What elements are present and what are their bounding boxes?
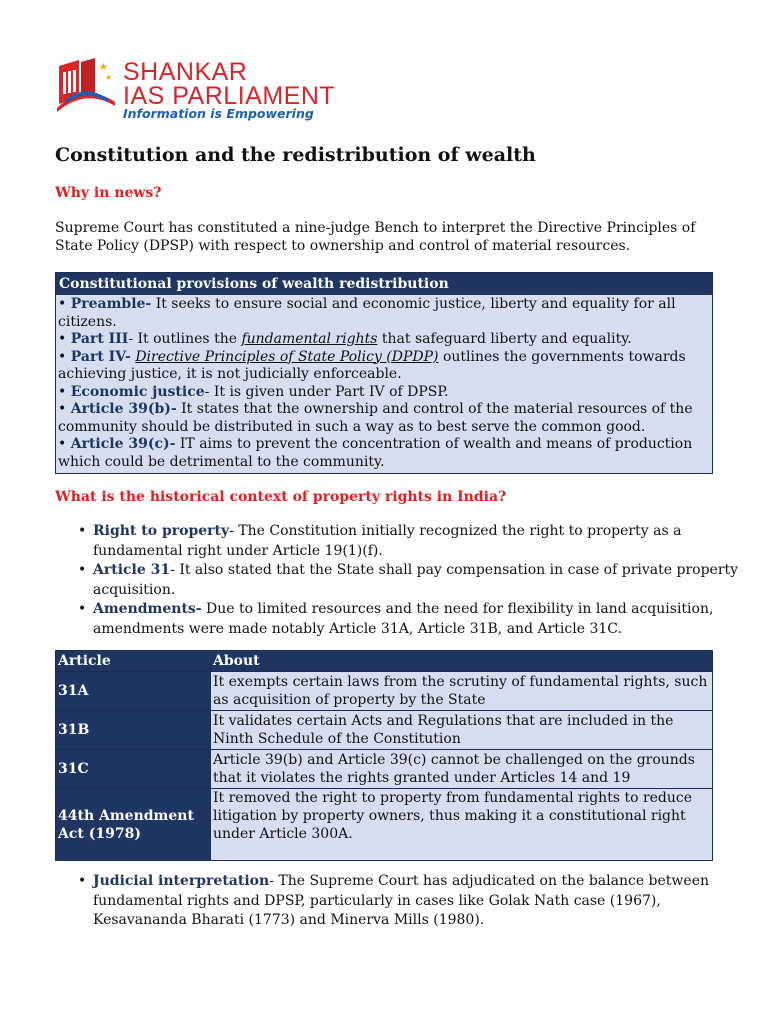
table-row bbox=[56, 672, 713, 711]
section-heading-why: Why in news? bbox=[55, 185, 162, 201]
list-item: • Right to property- The Constitution initially recognized the right to property as a fundamental right under Article 19(1)(f). bbox=[78, 523, 682, 559]
page-title: Constitution and the redistribution of wealth bbox=[55, 144, 536, 166]
table-cell-about: It removed the right to property from fundamental rights to reduce litigation by property owners, thus making it a constitutional right under Article 300A. bbox=[211, 789, 713, 861]
table-cell-article: 31C bbox=[56, 750, 211, 789]
provision-item: • Part IV- Directive Principles of State Policy (DPDP) outlines the governments towards achieving justice, it is not judicially enforceable. bbox=[58, 348, 686, 382]
svg-text:★: ★ bbox=[105, 73, 113, 82]
table-row bbox=[56, 789, 713, 861]
judicial-list bbox=[55, 872, 758, 931]
why-paragraph: Supreme Court has constituted a nine-judge Bench to interpret the Directive Principles of State Policy (DPSP) with respect to ownership and control of material resources. bbox=[55, 220, 696, 254]
fundamental-rights-link[interactable]: fundamental rights bbox=[241, 331, 378, 347]
table-cell-about: It validates certain Acts and Regulations that are included in the Ninth Schedule of the Constitution bbox=[211, 711, 713, 750]
article-table bbox=[55, 650, 713, 861]
table-cell-article: 44th Amendment Act (1978) bbox=[56, 789, 211, 861]
table-cell-about: Article 39(b) and Article 39(c) cannot be challenged on the grounds that it violates the rights granted under Articles 14 and 19 bbox=[211, 750, 713, 789]
list-item: • Article 31- It also stated that the State shall pay compensation in case of private property acquisition. bbox=[78, 562, 739, 598]
brand-name-line1: SHANKAR bbox=[123, 58, 248, 86]
provisions-box-heading: Constitutional provisions of wealth redistribution bbox=[56, 273, 712, 295]
list-item: • Amendments- Due to limited resources and the need for flexibility in land acquisition, amendments were made notably Article 31A, Article 31B, and Article 31C. bbox=[78, 601, 714, 637]
table-row bbox=[56, 750, 713, 789]
brand-tagline: Information is Empowering bbox=[123, 106, 314, 121]
table-cell-about: It exempts certain laws from the scrutiny of fundamental rights, such as acquisition of property by the State bbox=[211, 672, 713, 711]
dpdp-link[interactable]: Directive Principles of State Policy (DPDP) bbox=[135, 348, 439, 365]
table-header-row bbox=[56, 651, 713, 672]
table-header-about: About bbox=[211, 651, 713, 672]
provisions-box bbox=[55, 272, 713, 474]
provision-item: • Economic justice- It is given under Part IV of DPSP. bbox=[58, 383, 449, 400]
table-cell-article: 31B bbox=[56, 711, 211, 750]
section-heading-history: What is the historical context of property rights in India? bbox=[55, 489, 507, 505]
provision-item: • Part III- It outlines the fundamental rights that safeguard liberty and equality. bbox=[58, 331, 632, 347]
provision-item: • Article 39(c)- IT aims to prevent the concentration of wealth and means of production which could be detrimental to the community. bbox=[58, 436, 693, 470]
brand-name-line2: IAS PARLIAMENT bbox=[123, 82, 336, 110]
table-header-article: Article bbox=[56, 651, 211, 672]
history-list bbox=[55, 522, 758, 639]
svg-text:★: ★ bbox=[99, 62, 108, 73]
brand-logo bbox=[55, 56, 395, 126]
parliament-emblem-icon bbox=[55, 58, 117, 114]
table-cell-article: 31A bbox=[56, 672, 211, 711]
provisions-box-body bbox=[56, 295, 712, 473]
list-item: • Judicial interpretation- The Supreme Court has adjudicated on the balance between fundamental rights and DPSP, particularly in cases like Golak Nath case (1967), Kesavananda Bharati (1773) and Minerva Mills (1980). bbox=[78, 873, 709, 928]
table-row bbox=[56, 711, 713, 750]
provision-item: • Article 39(b)- It states that the ownership and control of the material resources of the community should be distributed in such a way as to best serve the common good. bbox=[58, 401, 693, 435]
provision-item: • Preamble- It seeks to ensure social and economic justice, liberty and equality for all citizens. bbox=[58, 296, 676, 330]
